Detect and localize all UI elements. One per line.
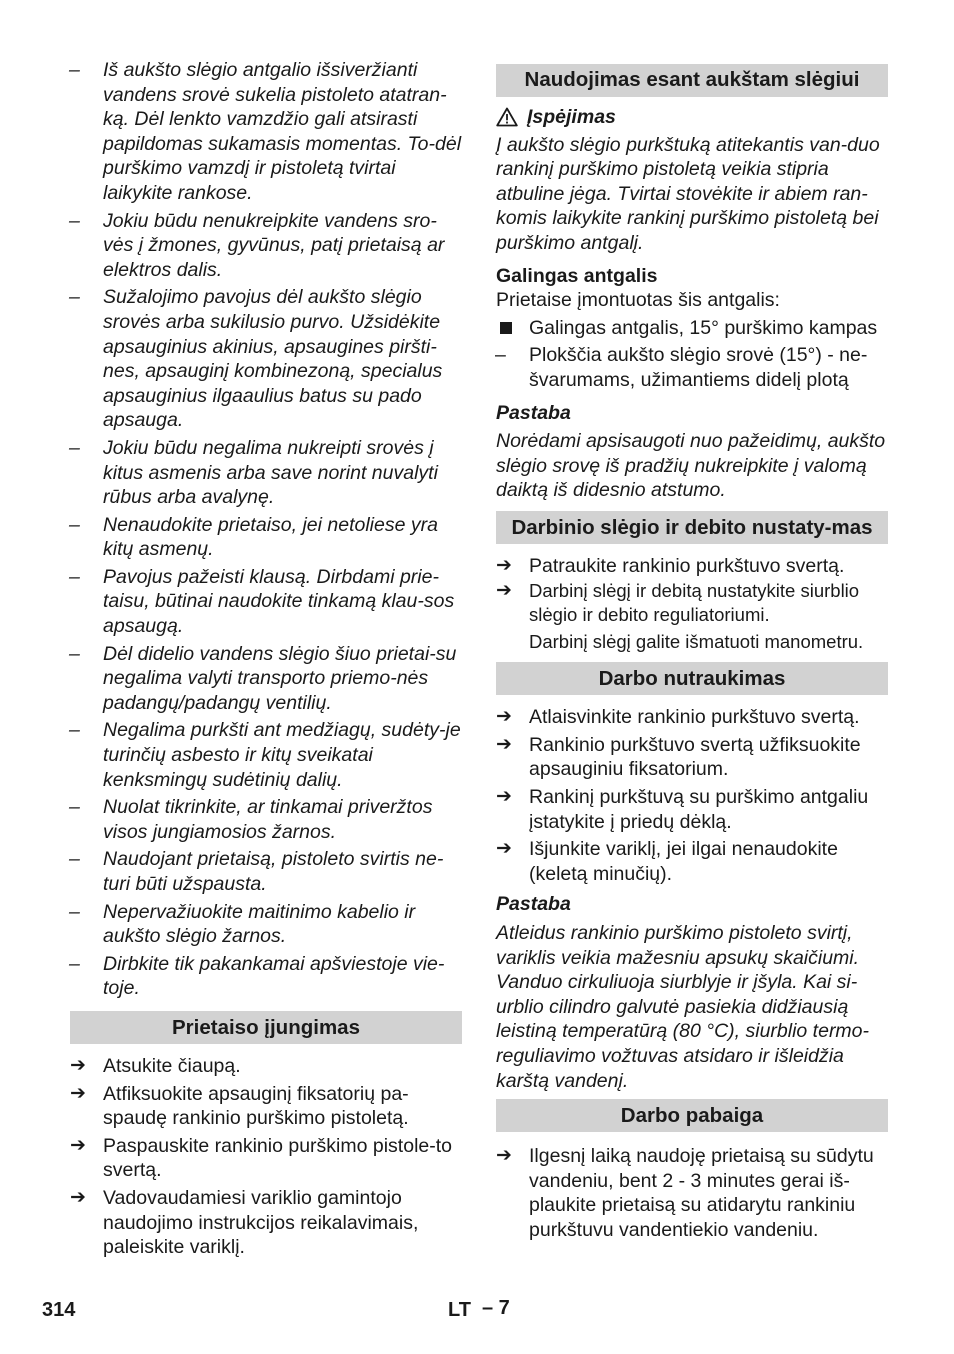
dash-bullet: – — [69, 900, 80, 923]
list-item: – Dirbkite tik pakankamai apšviestoje vie-toje. — [69, 952, 445, 1000]
dash-bullet: – — [69, 286, 80, 309]
arrow-right-icon: ➔ — [496, 706, 512, 728]
dash-bullet: – — [69, 59, 80, 81]
step-item: ➔ Atsukite čiaupą. — [70, 1054, 241, 1077]
warning-triangle-icon — [496, 107, 518, 127]
dash-bullet: – — [69, 513, 80, 536]
list-item: – Nenaudokite prietaiso, jei netoliese yra kitų asmenų. — [69, 513, 438, 561]
step-list — [496, 554, 888, 654]
section-heading-naudojimas: Naudojimas esant aukštam slėgiui — [496, 64, 888, 97]
note-label: Pastaba — [496, 401, 571, 424]
page-number: 314 — [42, 1299, 76, 1321]
step-item: ➔ Atfiksuokite apsauginį fiksatorių pa-spaudę rankinio purškimo pistoletą. — [70, 1082, 409, 1130]
step-list — [496, 705, 888, 886]
right-column — [496, 58, 888, 1243]
dash-bullet: – — [69, 719, 80, 742]
warning-text: Į aukšto slėgio purkštuką atitekantis van-duo rankinį purškimo pistoletą veikia stipria atbuline jėga. Tvirtai stovėkite ir abiem ran-komis laikykite rankinį purškimo pistoletą bei purškimo antgalį. — [496, 133, 880, 254]
dash-bullet: – — [69, 642, 80, 665]
step-item: ➔ Išjunkite variklį, jei ilgai nenaudokite (keletą minučių). — [496, 838, 838, 885]
warning-label: Įspėjimas — [527, 106, 616, 128]
pressure-extra: Darbinį slėgį galite išmatuoti manometru. — [529, 630, 864, 652]
dash-bullet: – — [69, 565, 80, 588]
footer-language: LT — [448, 1299, 471, 1321]
step-item: ➔ Patraukite rankinio purkštuvo svertą. — [496, 554, 845, 577]
arrow-right-icon: ➔ — [496, 786, 512, 808]
nozzle-item: Galingas antgalis, 15° purškimo kampas — [496, 316, 888, 341]
list-item: – Jokiu būdu nenukreipkite vandens sro-vės į žmones, gyvūnus, patį prietaisą ar elektros dalis. — [69, 209, 445, 281]
list-item: – Pavojus pažeisti klausą. Dirbdami prie-taisu, būtinai naudokite tinkamą klau-sos apsaugą. — [69, 565, 455, 638]
footer-section-page: – 7 — [482, 1297, 510, 1319]
dash-bullet: – — [69, 848, 80, 871]
step-list — [496, 1144, 888, 1242]
step-item: ➔ Vadovaudamiesi variklio gamintojo naudojimo instrukcijos reikalavimais, paleiskite variklį. — [70, 1186, 419, 1259]
dash-bullet: – — [69, 796, 80, 819]
step-item: ➔ Rankinį purkštuvą su purškimo antgaliu įstatykite į priedų dėklą. — [496, 786, 869, 833]
square-bullet-icon — [500, 322, 512, 334]
arrow-right-icon: ➔ — [70, 1054, 86, 1076]
section-heading-prietaiso-ijungimas: Prietaiso įjungimas — [70, 1011, 462, 1044]
list-item: – Nepervažiuokite maitinimo kabelio ir aukšto slėgio žarnos. — [69, 900, 416, 948]
arrow-right-icon: ➔ — [70, 1082, 86, 1104]
arrow-right-icon: ➔ — [496, 838, 512, 860]
step-item: ➔ Atlaisvinkite rankinio purkštuvo svertą. — [496, 706, 860, 729]
dash-bullet: – — [69, 209, 80, 232]
step-item: ➔ Ilgesnį laiką naudoję prietaisą su sūdytu vandeniu, bent 2 - 3 minutes gerai iš-plaukite prietaisą su atidarytu rankiniu purkštuvu vandentiekio vandeniu. — [496, 1145, 874, 1241]
arrow-right-icon: ➔ — [496, 733, 512, 755]
arrow-right-icon: ➔ — [70, 1186, 86, 1208]
step-list — [70, 1054, 462, 1260]
dash-bullet: – — [69, 952, 80, 975]
step-item: ➔ Paspauskite rankinio purškimo pistole-to svertą. — [70, 1134, 453, 1182]
note-text: Atleidus rankinio purškimo pistoleto svirtį, variklis veikia mažesniu apsukų skaičiumi. Vanduo cirkuliuoja siurblyje ir įšyla. Kai si-urblio cilindro galvutė pasiekia didžiausią leistiną temperatūrą (80 °C), siurblio termo-reguliavimo vožtuvas atsidaro ir išleidžia karštą vandenį. — [496, 922, 870, 1092]
section-heading-darbinio-slegio: Darbinio slėgio ir debito nustaty-mas — [496, 511, 888, 544]
dash-bullet: – — [69, 436, 80, 459]
step-item: ➔ Rankinio purkštuvo svertą užfiksuokite apsauginiu fiksatorium. — [496, 733, 861, 781]
arrow-right-icon: ➔ — [496, 554, 512, 576]
nozzle-dash-item: – Plokščia aukšto slėgio srovė (15°) - ne-švarumams, užimantiems didelį plotą — [495, 344, 868, 391]
list-item: – Sužalojimo pavojus dėl aukšto slėgio srovės arba sukilusio purvo. Užsidėkite apsauginius akinius, apsaugines piršti-nes, apsauginį kombinezoną, specialus apsauginius ilgaaulius batus su pado apsauga. — [69, 286, 443, 432]
list-item: – Nuolat tikrinkite, ar tinkamai priveržtos visos jungiamosios žarnos. — [69, 796, 433, 843]
dash-bullet: – — [495, 344, 506, 367]
note-label: Pastaba — [496, 893, 571, 916]
list-item: – Negalima purkšti ant medžiagų, sudėty-je turinčių asbesto ir kitų sveikatai kenksmingų sudėtinių dalių. — [69, 719, 461, 791]
arrow-right-icon: ➔ — [70, 1134, 86, 1156]
list-item: – Dėl didelio vandens slėgio šiuo prietai-su negalima valyti transporto priemo-nės padangų/padangų ventilių. — [69, 642, 457, 714]
nozzle-intro: Prietaise įmontuotas šis antgalis: — [496, 289, 780, 312]
section-heading-darbo-nutraukimas: Darbo nutraukimas — [496, 662, 888, 695]
arrow-right-icon: ➔ — [496, 1145, 512, 1167]
warning-heading — [496, 105, 888, 130]
left-column — [70, 58, 462, 1260]
list-item: – Iš aukšto slėgio antgalio išsiveržianti vandens srovė sukelia pistoleto atatran-ką. Dėl lenkto vamzdžio gali atsirasti papildomas sukamasis momentas. To-dėl purškimo vamzdį ir pistoletą tvirtai laikykite rankose. — [69, 59, 462, 204]
section-heading-darbo-pabaiga: Darbo pabaiga — [496, 1099, 888, 1132]
step-item: ➔ Darbinį slėgį ir debitą nustatykite siurblio slėgio ir debito reguliatoriumi. — [496, 579, 860, 626]
list-item: – Naudojant prietaisą, pistoleto svirtis ne-turi būti užspausta. — [69, 848, 444, 895]
nozzle-heading: Galingas antgalis — [496, 264, 658, 287]
note-text: Norėdami apsisaugoti nuo pažeidimų, aukšto slėgio srovę iš pradžių nukreipkite į valomą daiktą iš didesnio atstumo. — [496, 430, 886, 502]
safety-bullet-list — [70, 58, 462, 1001]
list-item: – Jokiu būdu negalima nukreipti srovės į kitus asmenis arba save norint nuvalyti rūbus arba avalynę. — [69, 436, 438, 509]
arrow-right-icon: ➔ — [496, 579, 512, 601]
